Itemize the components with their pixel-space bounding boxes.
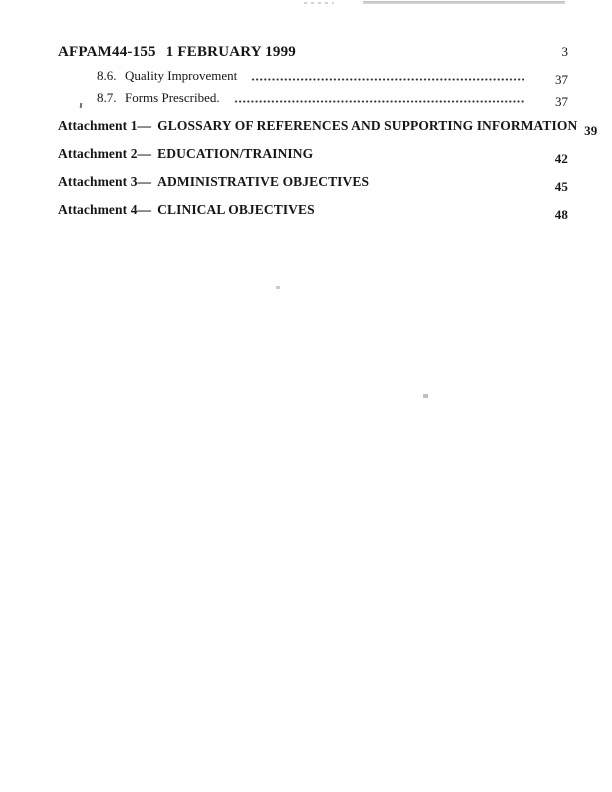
toc-entry: [58, 68, 568, 87]
toc-entry-page: 37: [555, 72, 568, 87]
page-number: 3: [561, 44, 568, 59]
attachment-label: Attachment 3—: [58, 174, 152, 189]
attachment-title: ADMINISTRATIVE OBJECTIVES: [157, 174, 370, 189]
toc-entry-page: 37: [555, 94, 568, 109]
attachment-label: Attachment 2—: [58, 146, 152, 161]
attachment-entry: [58, 146, 568, 166]
attachment-entry: [58, 118, 598, 138]
scan-artifact-speck: [276, 286, 280, 289]
toc-entry-number: 8.7.: [97, 90, 117, 105]
attachment-title: GLOSSARY OF REFERENCES AND SUPPORTING INFORMATION: [157, 118, 578, 133]
publication-date: 1 FEBRUARY 1999: [165, 44, 296, 60]
toc-entry: [58, 90, 568, 109]
attachment-title: EDUCATION/TRAINING: [157, 146, 314, 161]
dot-leader: [251, 77, 524, 81]
attachment-entry: [58, 174, 568, 194]
page-header: [58, 44, 568, 61]
toc-entry-title: Forms Prescribed.: [125, 90, 220, 105]
dot-leader: [234, 99, 524, 103]
attachment-label: Attachment 1—: [58, 118, 152, 133]
attachment-label: Attachment 4—: [58, 202, 152, 217]
toc-entry-number: 8.6.: [97, 68, 117, 83]
attachment-title: CLINICAL OBJECTIVES: [157, 202, 315, 217]
attachment-entry: [58, 202, 568, 222]
toc-entry-title: Quality Improvement: [125, 68, 238, 83]
scan-artifact-dashes: [304, 2, 334, 4]
attachment-page: 48: [554, 207, 568, 222]
attachment-page: 39: [584, 123, 598, 138]
scan-artifact-speck: [423, 394, 428, 398]
publication-id: AFPAM44-155: [58, 44, 156, 60]
attachment-page: 45: [554, 179, 568, 194]
scan-artifact-bar: [363, 1, 565, 4]
attachment-page: 42: [554, 151, 568, 166]
